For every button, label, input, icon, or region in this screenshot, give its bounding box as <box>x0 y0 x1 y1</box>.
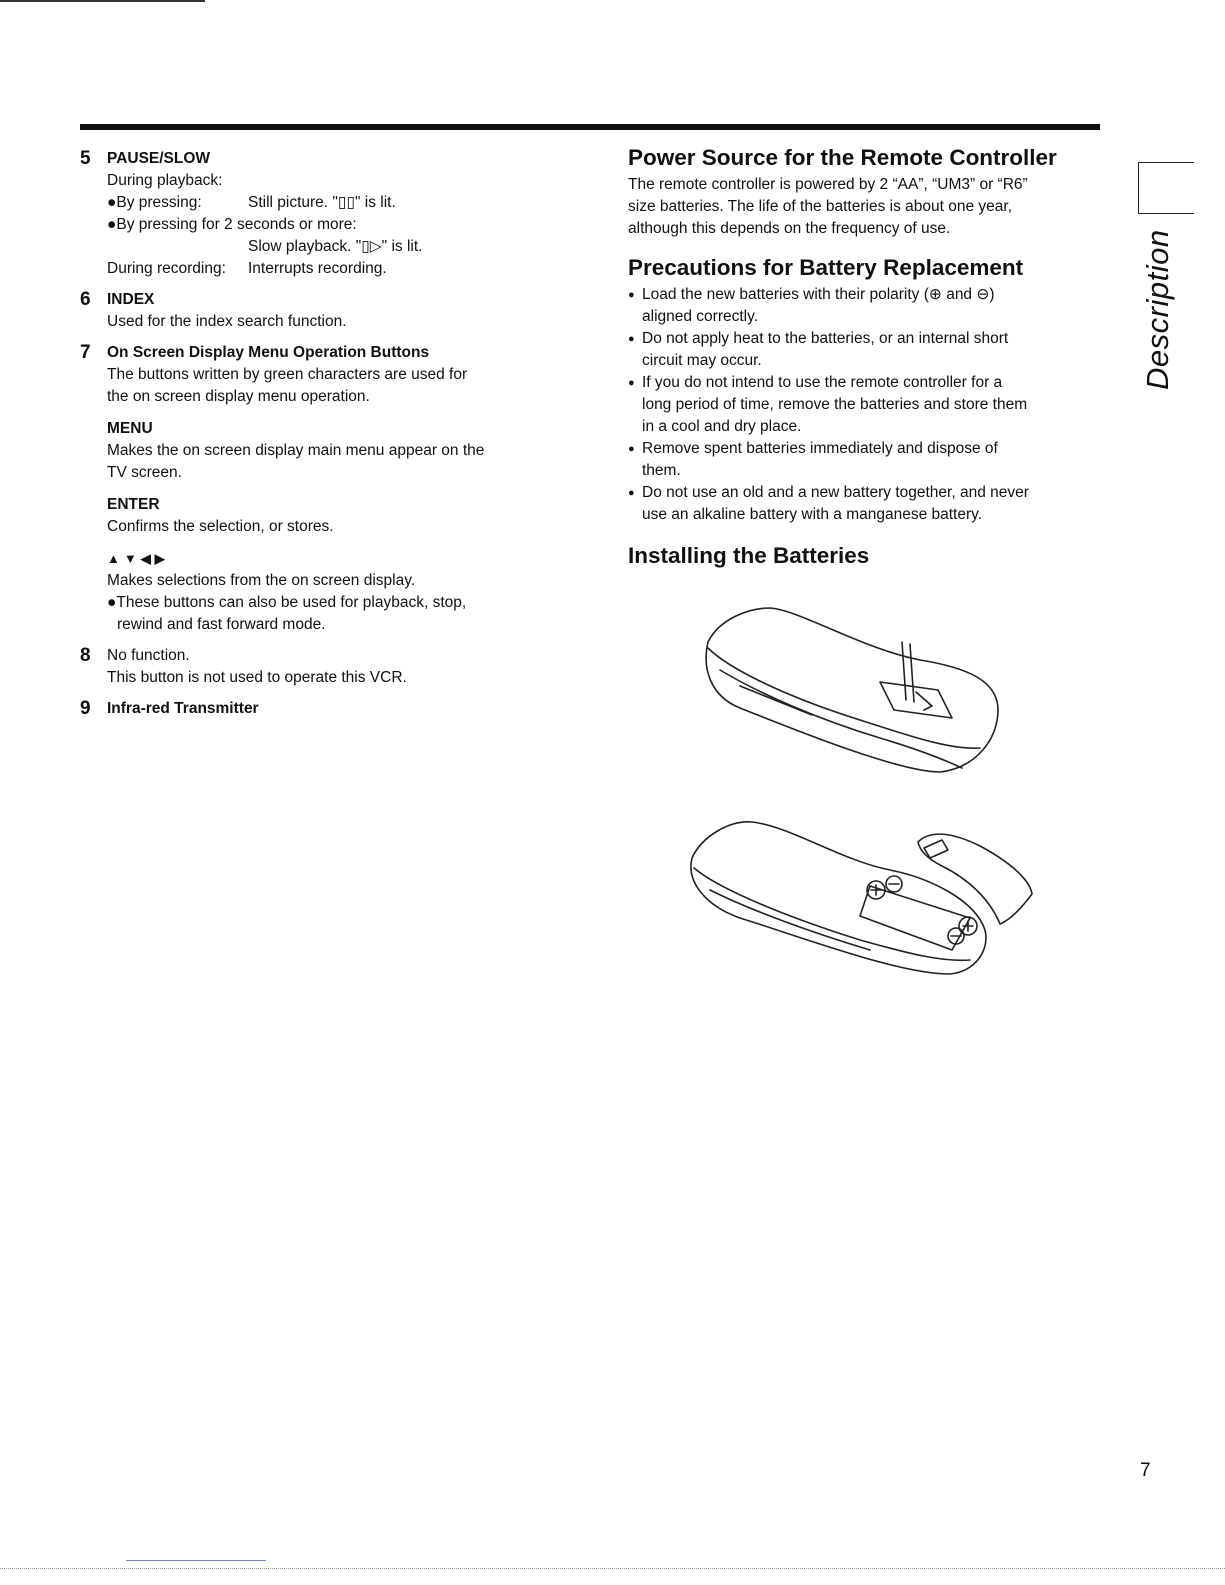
list-line: long period of time, remove the batteries and store them <box>642 396 1028 413</box>
item-text: During playback: <box>107 172 223 189</box>
precautions-heading: Precautions for Battery Replacement <box>628 255 1024 280</box>
item-number: 6 <box>80 289 91 310</box>
item-text: Still picture. "▯▯" is lit. <box>248 194 396 211</box>
item-text-row <box>107 258 550 280</box>
side-tab-label: Description <box>1140 229 1175 390</box>
item-osd-menu-buttons <box>80 342 550 636</box>
side-tab-bracket <box>1138 162 1194 214</box>
enter-subtitle: ENTER <box>107 496 160 513</box>
item-text: ●These buttons can also be used for playback, stop, <box>107 594 467 611</box>
left-column <box>80 148 550 729</box>
bottom-dotted-line <box>0 1568 1225 1570</box>
item-text: No function. <box>107 647 190 664</box>
item-text: The buttons written by green characters are used for <box>107 366 468 383</box>
item-number: 7 <box>80 342 91 363</box>
item-text: Slow playback. "▯▷" is lit. <box>248 238 423 255</box>
item-index <box>80 289 550 333</box>
list-line: aligned correctly. <box>642 308 759 325</box>
remote-open-illustration <box>691 822 1032 974</box>
item-text: rewind and fast forward mode. <box>117 616 326 633</box>
item-text: Used for the index search function. <box>107 313 347 330</box>
item-text-row <box>107 192 550 214</box>
item-number: 9 <box>80 698 91 719</box>
item-text: Makes the on screen display main menu appear on the <box>107 442 485 459</box>
list-item <box>628 372 1098 438</box>
list-item <box>628 438 1098 482</box>
item-pause-slow <box>80 148 550 280</box>
power-source-paragraph <box>628 174 1098 240</box>
power-source-heading: Power Source for the Remote Controller <box>628 145 1057 170</box>
item-text: This button is not used to operate this VCR. <box>107 669 407 686</box>
list-item <box>628 328 1098 372</box>
list-line: ● Remove spent batteries immediately and dispose of <box>642 440 998 457</box>
item-text: Interrupts recording. <box>248 260 387 277</box>
page-number: 7 <box>1140 1460 1151 1481</box>
list-line: ● Do not use an old and a new battery together, and never <box>642 484 1029 501</box>
list-line: them. <box>642 462 681 479</box>
item-text: Confirms the selection, or stores. <box>107 518 334 535</box>
item-text: ●By pressing: <box>107 194 202 211</box>
precautions-list <box>628 284 1098 526</box>
list-item <box>628 284 1098 328</box>
para-line: although this depends on the frequency of use. <box>628 220 951 237</box>
item-title: On Screen Display Menu Operation Buttons <box>107 344 430 361</box>
menu-subtitle: MENU <box>107 420 153 437</box>
installing-heading: Installing the Batteries <box>628 543 870 568</box>
item-text: the on screen display menu operation. <box>107 388 370 405</box>
para-line: The remote controller is powered by 2 “AA”, “UM3” or “R6” <box>628 176 1028 193</box>
list-line: circuit may occur. <box>642 352 762 369</box>
battery-installation-illustration <box>680 600 1040 1000</box>
list-line: ● If you do not intend to use the remote controller for a <box>642 374 1003 391</box>
arrow-buttons-glyphs: ▲▼◀▶ <box>107 551 169 566</box>
list-line: in a cool and dry place. <box>642 418 802 435</box>
item-title: INDEX <box>107 291 155 308</box>
item-title: PAUSE/SLOW <box>107 150 211 167</box>
item-text: ●By pressing for 2 seconds or more: <box>107 216 357 233</box>
list-line: ● Do not apply heat to the batteries, or an internal short <box>642 330 1009 347</box>
top-rule <box>80 124 1100 130</box>
item-text: TV screen. <box>107 464 182 481</box>
item-text: During recording: <box>107 260 226 277</box>
item-number: 5 <box>80 148 91 169</box>
item-text: Makes selections from the on screen display. <box>107 572 416 589</box>
list-item <box>628 482 1098 526</box>
bottom-line <box>126 1560 266 1561</box>
scan-edge-line <box>0 0 205 2</box>
para-line: size batteries. The life of the batteries is about one year, <box>628 198 1012 215</box>
list-line: ● Load the new batteries with their polarity (⊕ and ⊖) <box>642 286 995 303</box>
remote-closed-illustration <box>706 608 998 772</box>
right-column <box>628 144 1098 572</box>
item-number: 8 <box>80 645 91 666</box>
item-title: Infra-red Transmitter <box>107 700 259 717</box>
item-infrared <box>80 698 550 720</box>
item-no-function <box>80 645 550 689</box>
list-line: use an alkaline battery with a manganese battery. <box>642 506 983 523</box>
